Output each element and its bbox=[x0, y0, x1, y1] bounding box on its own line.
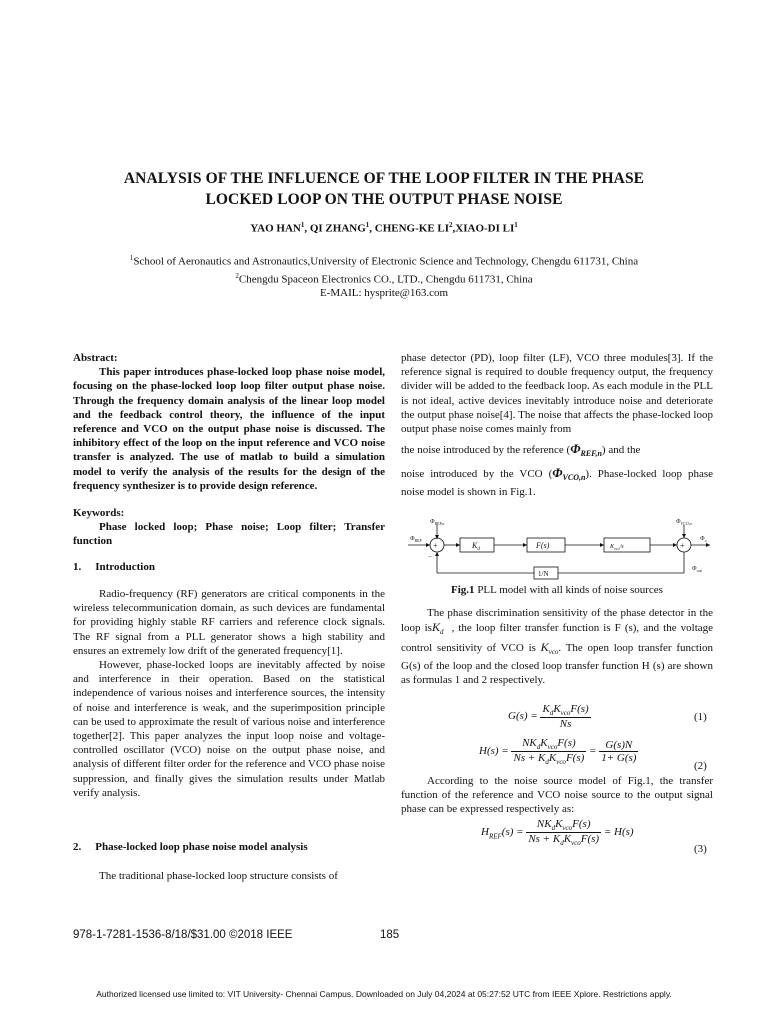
eq-sub: REF bbox=[488, 832, 502, 841]
kd-label: $K_d$ bbox=[472, 541, 480, 552]
eq-sub: vco bbox=[560, 709, 571, 718]
eq-fraction bbox=[511, 737, 586, 766]
phi-o-label: $\Phi_o$ bbox=[700, 536, 707, 543]
intro-paragraph-1: Radio-frequency (RF) generators are critical components in the wireless telecommunication domain, as such devices are fundamental for providing highly stable RF carriers and reference clock signals. The RF signal from a PLL generator shows a high stability and ensures an extremely low drift of the generated frequency[1]. bbox=[73, 588, 385, 657]
paragraph-text: According to the noise source model of Fig.1, the transfer function of the reference and VCO noise source to the output signal phase can be expressed respectively as: bbox=[401, 775, 713, 816]
phi-symbol: Φ bbox=[570, 441, 581, 457]
keywords-section bbox=[73, 506, 385, 549]
eq-sub: d bbox=[560, 839, 564, 848]
eq-term: NK bbox=[522, 737, 537, 749]
right-paragraph-1: phase detector (PD), loop filter (LF), VCO three modules[3]. If the reference signal is required to double frequency output, the frequency divider will be added to the feedback loop. As each module in the PLL is not ideal, active devices inevitably introduce noise and deteriorate the output phase noise[4]. The noise that affects the phase-locked loop output phase noise comes mainly from bbox=[401, 352, 713, 436]
eq-term: (s) = bbox=[501, 826, 524, 839]
eq-sub: vco bbox=[556, 758, 566, 767]
figure-caption bbox=[401, 584, 713, 596]
text-span: ). Phase-locked loop phase noise model is shown in Fig.1. bbox=[401, 467, 713, 498]
affil-mark: 1 bbox=[129, 254, 134, 262]
author-affil-mark: 1 bbox=[365, 221, 370, 229]
input-junction-plus: + bbox=[433, 541, 438, 550]
license-notice: Authorized licensed use limited to: VIT University- Chennai Campus. Downloaded on July 04,2024 at 05:27:52 UTC from IEEE Xplore. Restrictions apply. bbox=[96, 989, 672, 999]
vco-noise-line bbox=[401, 466, 713, 500]
eq-term: K bbox=[553, 703, 561, 715]
feedback-minus: − bbox=[428, 553, 432, 561]
eq-fraction bbox=[540, 703, 590, 730]
figure-label: Fig.1 bbox=[451, 584, 475, 596]
eq-sub: vco bbox=[547, 743, 558, 752]
email: E-MAIL: hysprite@163.com bbox=[319, 287, 449, 300]
eq-sub: d bbox=[545, 758, 549, 767]
eq-sub: vco bbox=[562, 824, 573, 833]
divider-label: 1/N bbox=[538, 570, 549, 578]
author-affil-mark: 2 bbox=[449, 221, 453, 229]
text-span: , the loop filter transfer function bbox=[451, 622, 600, 635]
kvco-subscript: vco bbox=[548, 647, 559, 656]
abstract-section bbox=[73, 351, 385, 493]
affiliation-2 bbox=[60, 269, 708, 287]
text-span: noise introduced by the VCO ( bbox=[401, 467, 553, 480]
abstract-heading: Abstract: bbox=[73, 352, 118, 364]
eq-sub: vco bbox=[571, 839, 581, 848]
equation-2-number: (2) bbox=[694, 760, 707, 772]
author-affil-mark: 1 bbox=[514, 221, 518, 229]
keywords-heading: Keywords: bbox=[73, 507, 125, 519]
phi-symbol: Φ bbox=[552, 464, 563, 480]
kd-subscript: d bbox=[439, 628, 444, 637]
eq-denominator: Ns bbox=[559, 718, 572, 731]
phi-vco-n-label: $\Phi_{VCO,n}$ bbox=[676, 519, 692, 526]
eq-lhs: H bbox=[481, 826, 489, 839]
title-line-1: ANALYSIS OF THE INFLUENCE OF THE LOOP FILTER IN THE PHASE bbox=[123, 170, 645, 187]
page-number: 185 bbox=[380, 929, 400, 941]
phi-out-label: $\Phi_{out}$ bbox=[692, 566, 702, 573]
reference-noise-line bbox=[401, 442, 713, 461]
equation-1-number: (1) bbox=[694, 711, 707, 723]
pll-noise-model-figure bbox=[404, 514, 716, 584]
right-paragraph-2 bbox=[401, 606, 713, 687]
eq-numerator bbox=[511, 737, 586, 752]
eq-term: F(s) bbox=[570, 703, 589, 715]
eq-term: K bbox=[540, 737, 548, 749]
eq-term: Ns + K bbox=[528, 833, 561, 846]
eq-term: K bbox=[542, 703, 550, 715]
section-title: Phase-locked loop phase noise model analysis bbox=[95, 841, 308, 853]
paragraph-text bbox=[401, 606, 713, 687]
phi-subscript: REF,n bbox=[580, 449, 602, 459]
eq-term: F(s) bbox=[572, 818, 591, 830]
affil-mark: 2 bbox=[235, 271, 239, 280]
author-name: ,XIAO-DI LI bbox=[452, 222, 515, 235]
output-junction-plus: + bbox=[680, 541, 685, 550]
text-span: The phase discrimination sensitivity of the phase detector in the loop is bbox=[401, 607, 713, 635]
section-number: 2. bbox=[73, 841, 82, 853]
text-span: . The open loop transfer function G(s) of the loop and the closed loop transfer function H (s) are shown as formulas 1 and 2 respectively. bbox=[401, 641, 713, 687]
abstract-text: This paper introduces phase-locked loop phase noise model, focusing on the phase-locked loop loop filter output phase noise. Through the frequency domain analysis of the linear loop model and the feedback control theory, the influence of the input reference and VCO on the output phase noise is discussed. The inhibitory effect of the loop on the input reference and VCO noise transfer is analyzed. The use of matlab to build a simulation model to verify the analysis of the results for the design of the frequency synthesizer is to provide design reference. bbox=[73, 366, 385, 492]
eq-denominator bbox=[526, 833, 601, 847]
equation-3 bbox=[481, 818, 634, 847]
eq-term: Ns + K bbox=[513, 752, 546, 765]
kd-symbol: K bbox=[431, 620, 440, 635]
eq-sub: d bbox=[536, 743, 541, 752]
eq-equals: = bbox=[589, 745, 597, 758]
text-span: the noise introduced by the reference ( bbox=[401, 444, 571, 457]
keywords-text: Phase locked loop; Phase noise; Loop filter; Transfer function bbox=[73, 521, 385, 548]
eq-term: K bbox=[555, 818, 563, 830]
eq-term: F(s) bbox=[580, 833, 600, 846]
eq-term: = H(s) bbox=[603, 826, 634, 839]
eq-term: NK bbox=[536, 818, 552, 830]
isbn-copyright: 978-1-7281-1536-8/18/$31.00 ©2018 IEEE bbox=[73, 929, 293, 941]
eq-sub: d bbox=[549, 709, 554, 718]
affiliations bbox=[60, 251, 708, 300]
author-name: YAO HAN bbox=[250, 222, 301, 235]
affiliation-1 bbox=[60, 251, 708, 269]
eq-lhs: G(s) = bbox=[508, 710, 538, 723]
eq-denominator bbox=[511, 752, 586, 766]
section-number: 1. bbox=[73, 561, 82, 573]
title-line-2: LOCKED LOOP ON THE OUTPUT PHASE NOISE bbox=[205, 191, 563, 208]
affiliation-text: School of Aeronautics and Astronautics,University of Electronic Science and Technology, Chengdu 611731, China bbox=[133, 255, 639, 268]
figure-caption-text: PLL model with all kinds of noise sources bbox=[474, 584, 663, 596]
fs-label: F(s) bbox=[536, 541, 550, 550]
paper-title bbox=[60, 168, 708, 210]
kvco-symbol: K bbox=[540, 639, 549, 654]
section-2-body bbox=[73, 869, 385, 883]
right-paragraph-3 bbox=[401, 774, 713, 817]
eq-term: K bbox=[548, 752, 557, 765]
phi-subscript: VCO,n bbox=[562, 472, 586, 482]
author-affil-mark: 1 bbox=[300, 221, 305, 229]
eq-fraction bbox=[526, 818, 601, 847]
right-column-paragraph bbox=[401, 351, 713, 499]
text-span: ) and the bbox=[601, 444, 641, 457]
section-1-body bbox=[73, 587, 385, 800]
equation-1 bbox=[508, 703, 591, 730]
affiliation-text: Chengdu Spaceon Electronics CO., LTD., Chengdu 611731, China bbox=[238, 273, 533, 286]
phi-ref-label: $\Phi_{REF}$ bbox=[410, 536, 422, 543]
intro-paragraph-2: However, phase-locked loops are inevitably affected by noise and interference in their operation. Based on the statistical independence of various noises and interference sources, the intensity of noise and interference is weak, and the superimposition principle can be used to approximate the result of various noise and interference together[2]. This paper analyzes the input loop noise and voltage-controlled oscillator (VCO) noise on the output phase noise, and analysis of different filter order for the reference and VCO phase noise suppression, and finally gives the simulation results under Matlab verify analysis. bbox=[73, 659, 385, 799]
author-name: , CHENG-KE LI bbox=[369, 222, 450, 235]
eq-fraction bbox=[599, 739, 638, 764]
eq-denominator: 1+ G(s) bbox=[601, 752, 637, 765]
text-span: is F (s), and the voltage control sensitivity of VCO is bbox=[401, 622, 714, 654]
equation-2 bbox=[479, 737, 638, 766]
eq-numerator bbox=[540, 703, 590, 718]
eq-term: F(s) bbox=[565, 752, 585, 765]
author-name: , QI ZHANG bbox=[304, 222, 366, 235]
eq-sub: d bbox=[551, 824, 556, 833]
kvco-label: $K_{vco}/s$ bbox=[610, 544, 624, 551]
section-title: Introduction bbox=[95, 561, 155, 573]
section-2-heading bbox=[73, 841, 308, 853]
eq-term: F(s) bbox=[557, 737, 576, 749]
section-2-paragraph-1: The traditional phase-locked loop structure consists of bbox=[99, 870, 338, 882]
eq-lhs: H(s) = bbox=[479, 745, 509, 758]
eq-term: K bbox=[563, 833, 572, 846]
author-list bbox=[60, 221, 708, 235]
phi-ref-n-label: $\Phi_{REF,n}$ bbox=[430, 519, 445, 526]
section-1-heading bbox=[73, 561, 155, 573]
eq-numerator bbox=[526, 818, 601, 833]
equation-3-number: (3) bbox=[694, 843, 707, 855]
eq-numerator: G(s)N bbox=[599, 739, 638, 752]
